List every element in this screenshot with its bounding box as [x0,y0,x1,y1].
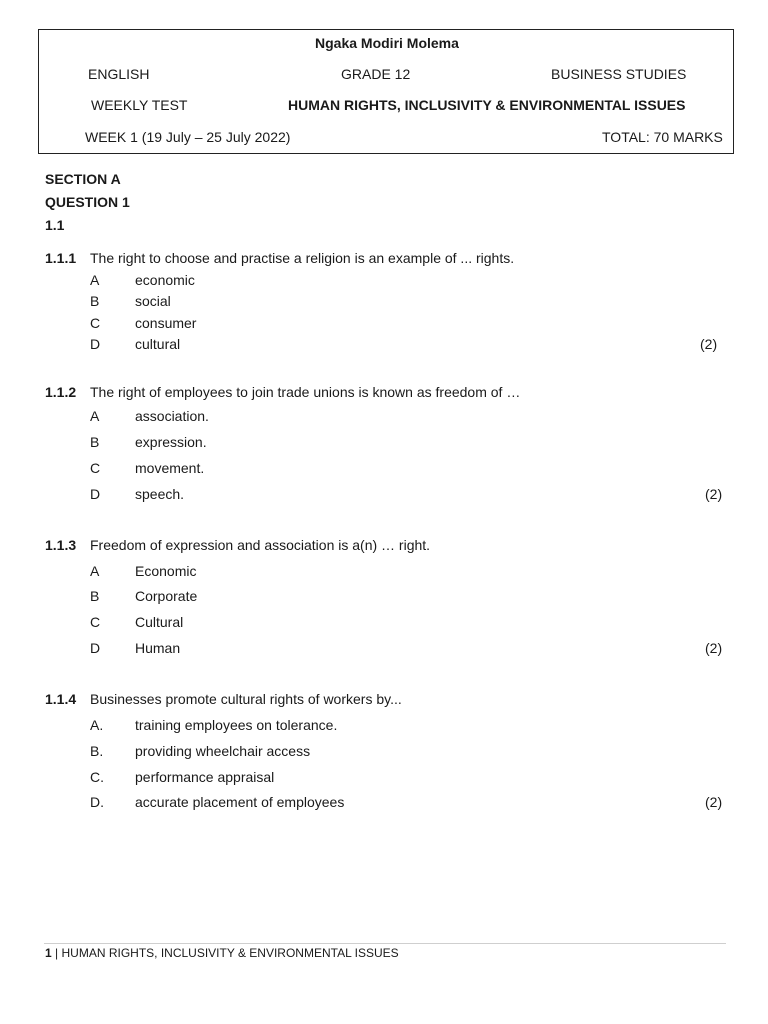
topic-title: HUMAN RIGHTS, INCLUSIVITY & ENVIRONMENTAL ISSUES [288,97,686,113]
option-letter: D [90,486,101,502]
marks-label: (2) [700,336,718,352]
option-letter: D. [90,794,104,810]
question-number: 1.1.4 [45,691,77,707]
question-text: The right to choose and practise a religion is an example of ... rights. [90,250,515,266]
footer-separator: | [51,946,62,960]
option-letter: A [90,272,100,288]
option-letter: B. [90,743,104,759]
option-letter: D [90,336,101,352]
marks-label: (2) [705,640,723,656]
subquestion-heading: 1.1 [45,217,65,233]
option-letter: A [90,408,100,424]
option-text: accurate placement of employees [135,794,345,810]
question-heading: QUESTION 1 [45,194,130,210]
header-box [38,29,734,154]
week-label: WEEK 1 (19 July – 25 July 2022) [85,129,291,145]
option-text: performance appraisal [135,769,275,785]
option-text: association. [135,408,209,424]
page-footer [45,946,399,960]
footer-title: HUMAN RIGHTS, INCLUSIVITY & ENVIRONMENTAL ISSUES [61,946,399,960]
subject-label: BUSINESS STUDIES [551,66,687,82]
section-heading: SECTION A [45,171,121,187]
option-text: speech. [135,486,185,502]
marks-label: (2) [705,486,723,502]
school-name: Ngaka Modiri Molema [315,35,459,51]
option-letter: A [90,563,100,579]
option-text: training employees on tolerance. [135,717,338,733]
question-number: 1.1.3 [45,537,77,553]
question-text: Freedom of expression and association is a(n) … right. [90,537,431,553]
option-letter: C [90,614,101,630]
language-label: ENGLISH [88,66,150,82]
option-letter: B [90,293,100,309]
option-text: Economic [135,563,197,579]
question-text: Businesses promote cultural rights of workers by... [90,691,402,707]
option-text: Human [135,640,181,656]
option-letter: B [90,588,100,604]
total-marks: TOTAL: 70 MARKS [602,129,723,145]
question-text: The right of employees to join trade unions is known as freedom of … [90,384,521,400]
option-text: providing wheelchair access [135,743,311,759]
option-text: cultural [135,336,181,352]
option-text: economic [135,272,195,288]
option-text: Corporate [135,588,198,604]
option-text: expression. [135,434,207,450]
option-text: Cultural [135,614,184,630]
option-text: social [135,293,171,309]
option-letter: C. [90,769,104,785]
option-text: consumer [135,315,197,331]
option-letter: D [90,640,101,656]
footer-divider [44,943,726,944]
option-letter: A. [90,717,104,733]
page-number: 1 [45,946,52,960]
marks-label: (2) [705,794,723,810]
option-letter: C [90,460,101,476]
question-number: 1.1.1 [45,250,77,266]
test-type-label: WEEKLY TEST [91,97,188,113]
option-letter: C [90,315,101,331]
question-number: 1.1.2 [45,384,77,400]
option-letter: B [90,434,100,450]
grade-label: GRADE 12 [341,66,411,82]
option-text: movement. [135,460,205,476]
